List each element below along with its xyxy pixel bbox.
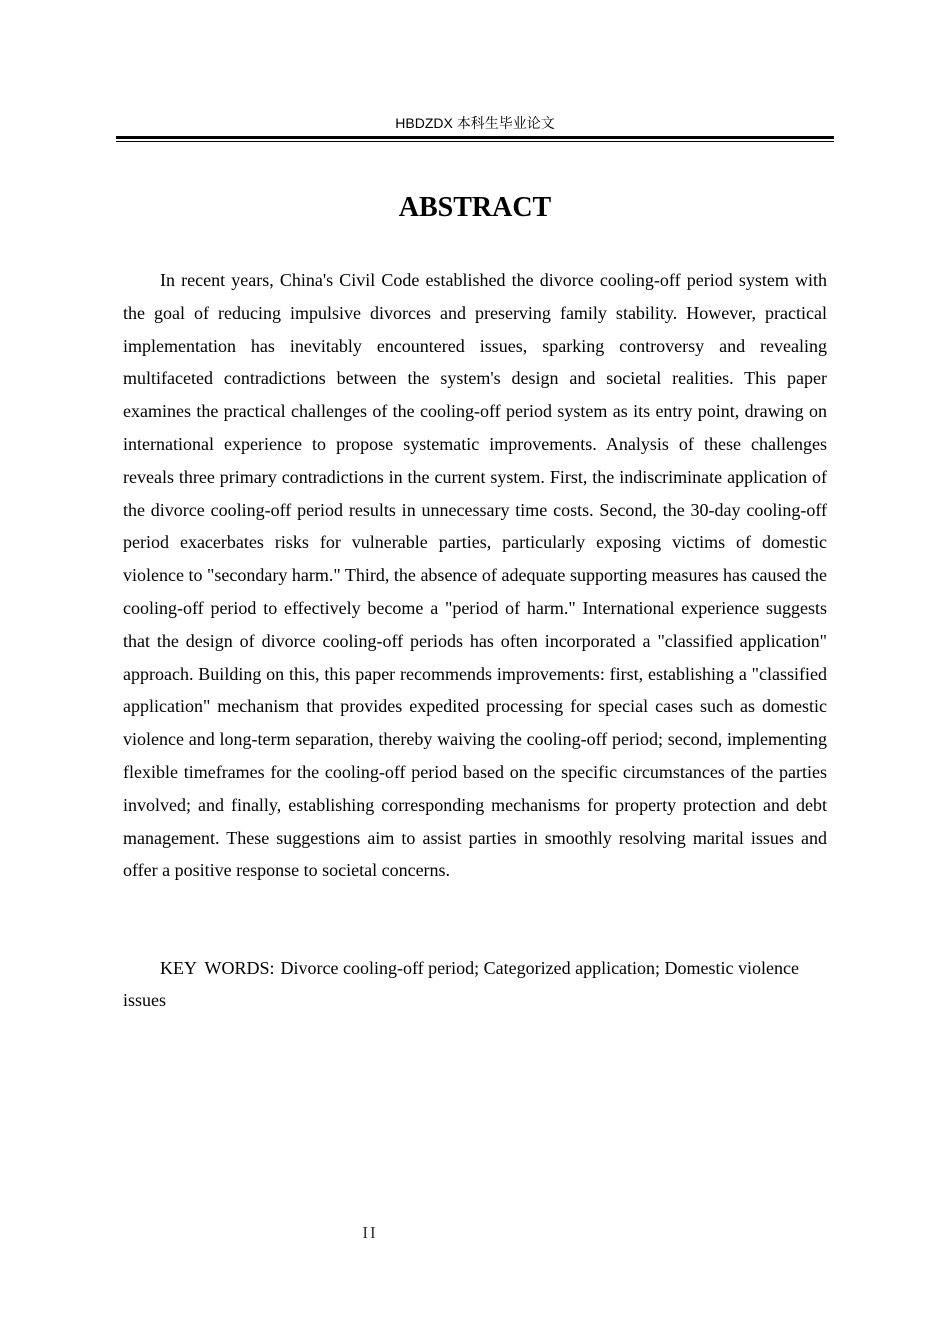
keywords-value: Divorce cooling-off period; Categorized application; Domestic violence issues	[123, 958, 800, 1010]
header-rule-thick	[116, 136, 834, 139]
keywords-label: KEY WORDS:	[160, 958, 275, 978]
header-rule-thin	[116, 141, 834, 142]
abstract-title: ABSTRACT	[398, 192, 552, 223]
keywords-line	[123, 952, 827, 1016]
abstract-paragraph: In recent years, China's Civil Code established the divorce cooling-off period system with the goal of reducing impulsive divorces and preserving family stability. However, practical implementation has inevitably encountered issues, sparking controversy and revealing multifaceted contradictions between the system's design and societal realities. This paper examines the practical challenges of the cooling-off period system as its entry point, drawing on international experience to propose systematic improvements. Analysis of these challenges reveals three primary contradictions in the current system. First, the indiscriminate application of the divorce cooling-off period results in unnecessary time costs. Second, the 30-day cooling-off period exacerbates risks for vulnerable parties, particularly exposing victims of domestic violence to "secondary harm." Third, the absence of adequate supporting measures has caused the cooling-off period to effectively become a "period of harm." International experience suggests that the design of divorce cooling-off periods has often incorporated a "classified application" approach. Building on this, this paper recommends improvements: first, establishing a "classified application" mechanism that provides expedited processing for special cases such as domestic violence and long-term separation, thereby waiving the cooling-off period; second, implementing flexible timeframes for the cooling-off period based on the specific circumstances of the parties involved; and finally, establishing corresponding mechanisms for property protection and debt management. These suggestions aim to assist parties in smoothly resolving marital issues and offer a positive response to societal concerns.	[123, 270, 827, 881]
running-header: HBDZDX 本科生毕业论文	[395, 115, 555, 131]
page-number: II	[362, 1223, 378, 1242]
